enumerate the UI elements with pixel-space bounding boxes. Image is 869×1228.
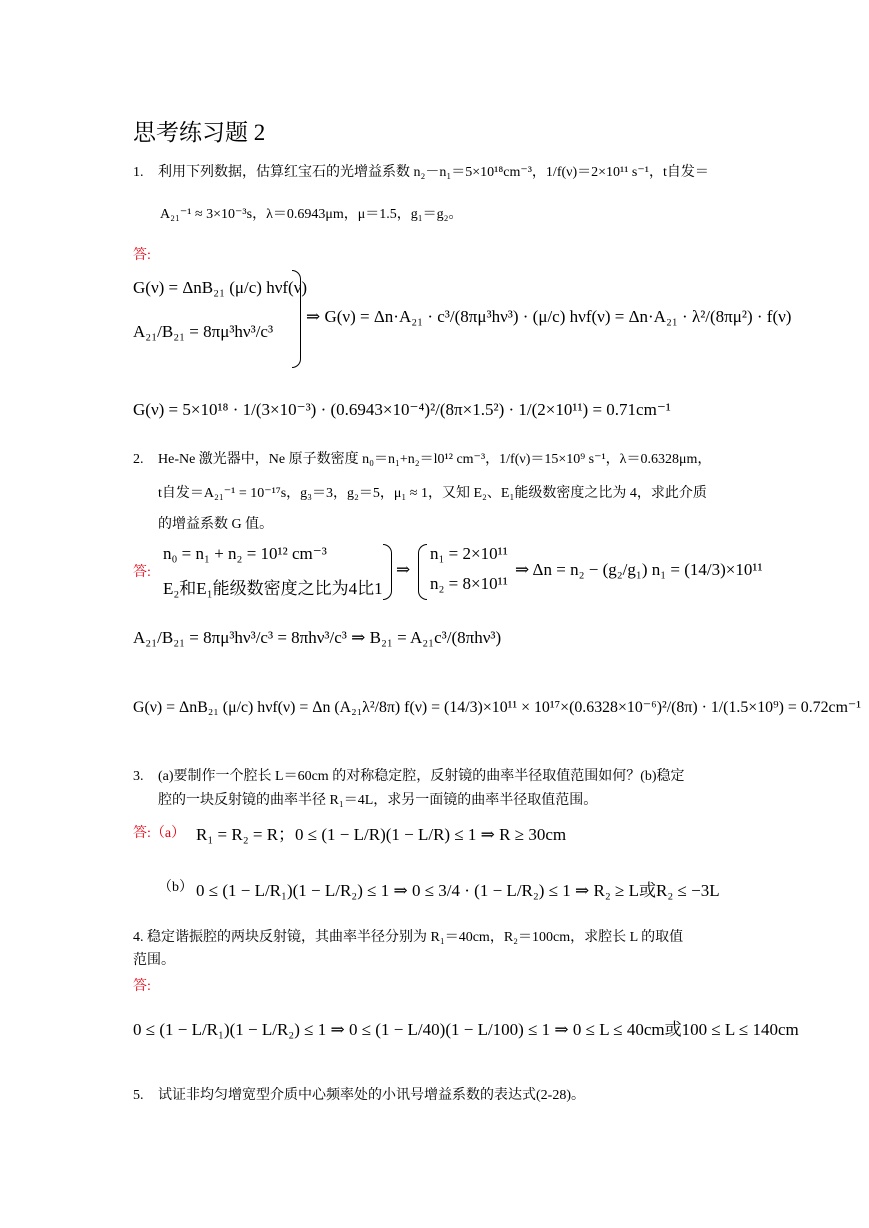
q4-equation: 0 ≤ (1 − L/R₁)(1 − L/R₂) ≤ 1 ⇒ 0 ≤ (1 − L/40)(1 − L/100) ≤ 1 ⇒ 0 ≤ L ≤ 40cm或100 ≤ L ≤ 140cm [133,1020,799,1039]
q2-right-brace [383,544,392,600]
q1-text-line1: 利用下列数据，估算红宝石的光增益系数 n₂－n₁＝5×10¹⁸cm⁻³，1/f(ν)＝2×10¹¹ s⁻¹，t自发＝ [158,165,709,180]
q1-equation-result: G(ν) = 5×10¹⁸ · 1/(3×10⁻³) · (0.6943×10⁻⁴)²/(8π×1.5²) · 1/(2×10¹¹) = 0.71cm⁻¹ [133,400,671,419]
q1-number: 1. [133,165,144,180]
q2-number: 2. [133,452,144,467]
q3-equation-b: 0 ≤ (1 − L/R₁)(1 − L/R₂) ≤ 1 ⇒ 0 ≤ 3/4 · (1 − L/R₂) ≤ 1 ⇒ R₂ ≥ L或R₂ ≤ −3L [196,881,720,900]
q3-answer-label: 答:（a） [133,826,186,841]
q5-text: 试证非均匀增宽型介质中心频率处的小讯号增益系数的表达式(2-28)。 [158,1088,585,1103]
q2-equation-b21: A₂₁/B₂₁ = 8πμ³hν³/c³ = 8πhν³/c³ ⇒ B₂₁ = A₂₁c³/(8πhν³) [133,628,502,647]
q2-text-line1: He-Ne 激光器中，Ne 原子数密度 n₀＝n₁+n₂＝l0¹² cm⁻³，1/f(ν)＝15×10⁹ s⁻¹，λ＝0.6328μm， [158,452,712,467]
q2-implies-arrow: ⇒ [396,560,411,579]
q3-equation-a: R₁ = R₂ = R；0 ≤ (1 − L/R)(1 − L/R) ≤ 1 ⇒ R ≥ 30cm [196,825,567,844]
q2-text-line3: 的增益系数 G 值。 [158,517,274,532]
q1-equation-gain: G(ν) = ΔnB₂₁ (μ/c) hνf(ν) [133,278,308,297]
q4-text-line2: 范围。 [133,953,175,968]
q2-equation-n1: n₁ = 2×10¹¹ [430,544,508,563]
q2-equation-density: n₀ = n₁ + n₂ = 10¹² cm⁻³ [163,544,327,563]
q2-text-line2: t自发＝A₂₁⁻¹ = 10⁻¹⁷s，g₃＝3，g₂＝5，μ₁ ≈ 1，又知 E₂、E₁能级数密度之比为 4，求此介质 [158,486,707,501]
q3-number: 3. [133,769,144,784]
q3-text-line2: 腔的一块反射镜的曲率半径 R₁＝4L，求另一面镜的曲率半径取值范围。 [158,793,598,808]
q2-equation-delta-n: ⇒ Δn = n₂ − (g₂/g₁) n₁ = (14/3)×10¹¹ [515,560,763,579]
q3-label-b: （b） [158,880,193,895]
q5-number: 5. [133,1088,144,1103]
q2-equation-result: G(ν) = ΔnB₂₁ (μ/c) hνf(ν) = Δn (A₂₁λ²/8π) f(ν) = (14/3)×10¹¹ × 10¹⁷×(0.6328×10⁻⁶)²/(8π) · 1/(1.5×10⁹) = 0.72cm⁻¹ [133,699,862,716]
q2-left-brace [418,544,427,600]
q1-equation-derived: ⇒ G(ν) = Δn·A₂₁ · c³/(8πμ³hν³) · (μ/c) hνf(ν) = Δn·A₂₁ · λ²/(8πμ²) · f(ν) [306,307,792,326]
q1-right-brace [292,270,301,368]
q1-equation-einstein-ratio: A₂₁/B₂₁ = 8πμ³hν³/c³ [133,322,274,341]
q3-text-line1: (a)要制作一个腔长 L＝60cm 的对称稳定腔，反射镜的曲率半径取值范围如何？(b)稳定 [158,769,685,784]
q4-answer-label: 答: [133,979,151,994]
q2-equation-ratio: E₂和E₁能级数密度之比为4比1 [163,579,383,598]
q2-equation-n2: n₂ = 8×10¹¹ [430,574,508,593]
q4-text-line1: 4. 稳定谐振腔的两块反射镜，其曲率半径分别为 R₁＝40cm，R₂＝100cm，求腔长 L 的取值 [133,930,684,945]
q1-text-line2: A₂₁⁻¹ ≈ 3×10⁻³s，λ＝0.6943μm，μ＝1.5，g₁＝g₂。 [160,207,463,222]
page-title: 思考练习题 2 [133,120,266,145]
q1-answer-label: 答: [133,248,151,263]
q2-answer-label: 答: [133,565,151,580]
